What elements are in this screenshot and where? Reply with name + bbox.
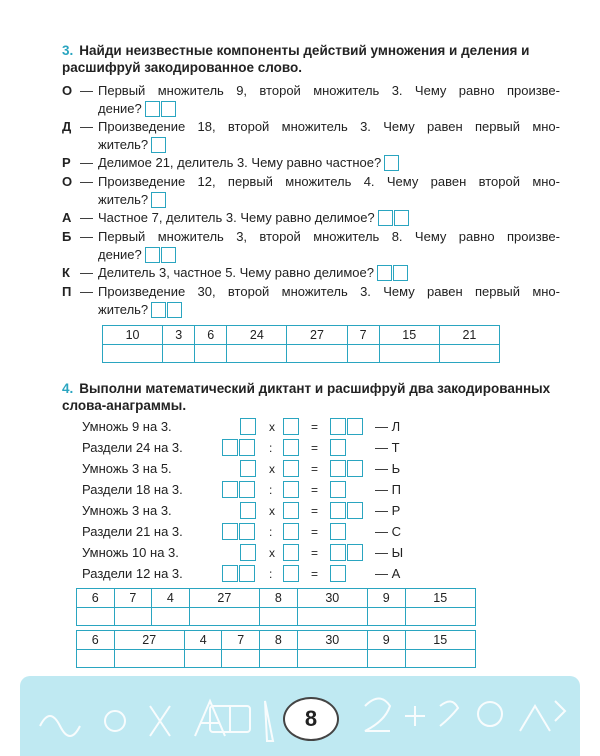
answer-box[interactable] <box>151 137 166 153</box>
task3-code-answer-cell[interactable] <box>195 345 227 363</box>
answer-box[interactable] <box>384 155 399 171</box>
task3-code-answer-cell[interactable] <box>227 345 287 363</box>
task4-code1-answer-cell[interactable] <box>189 608 259 626</box>
task4-code1-answer-cell[interactable] <box>367 608 405 626</box>
task3-code-number-cell: 7 <box>347 326 379 345</box>
answer-box[interactable] <box>347 502 363 519</box>
answer-box[interactable] <box>239 565 255 582</box>
task3-item-text: Делимое 21, делитель 3. Чему равно частное? <box>98 155 382 170</box>
answer-box[interactable] <box>330 565 346 582</box>
answer-box[interactable] <box>222 523 238 540</box>
task3-item-letter: Д <box>62 119 72 134</box>
task3-item-dash: — <box>80 265 93 280</box>
task3-code-answer-cell[interactable] <box>163 345 195 363</box>
task3-item-letter: К <box>62 265 70 280</box>
answer-box[interactable] <box>378 210 393 226</box>
task3-number: 3. <box>62 43 74 58</box>
dictation-row <box>82 439 412 457</box>
task3-code-answer-cell[interactable] <box>379 345 439 363</box>
answer-box[interactable] <box>283 502 299 519</box>
task4-number: 4. <box>62 381 74 396</box>
task4-code1-number-cell: 27 <box>189 589 259 608</box>
divide-sign: : <box>269 567 273 581</box>
task3-code-answer-cell[interactable] <box>347 345 379 363</box>
divide-sign: : <box>269 483 273 497</box>
task3-title: 3. Найди неизвестные компоненты действий умножения и деления и расшифруй закодированное слово. <box>62 43 530 75</box>
multiply-sign: x <box>269 462 275 476</box>
task4-code1-answer-cell[interactable] <box>114 608 152 626</box>
answer-box[interactable] <box>151 302 166 318</box>
answer-box[interactable] <box>283 523 299 540</box>
task4-code1-number-cell: 9 <box>367 589 405 608</box>
equals-sign: = <box>311 567 319 581</box>
task4-code2-answer-cell[interactable] <box>260 650 298 668</box>
answer-box[interactable] <box>145 101 160 117</box>
task4-code1-answer-cell[interactable] <box>152 608 190 626</box>
answer-box[interactable] <box>347 460 363 477</box>
answer-box[interactable] <box>330 460 346 477</box>
task3-item-dash: — <box>80 210 93 225</box>
dictation-letter: — Ы <box>375 545 404 560</box>
answer-box[interactable] <box>283 439 299 456</box>
answer-box[interactable] <box>161 101 176 117</box>
equals-sign: = <box>311 504 319 518</box>
divide-sign: : <box>269 441 273 455</box>
multiply-sign: x <box>269 504 275 518</box>
task3-code-answer-cell[interactable] <box>439 345 499 363</box>
task4-code2-number-cell: 9 <box>367 631 405 650</box>
task3-item-text: Произведение 30, второй множитель 3. Чему равен первый мно- <box>98 284 560 299</box>
task4-code2-answer-cell[interactable] <box>222 650 260 668</box>
answer-box[interactable] <box>222 565 238 582</box>
equals-sign: = <box>311 441 319 455</box>
answer-box[interactable] <box>167 302 182 318</box>
answer-box[interactable] <box>283 481 299 498</box>
answer-box[interactable] <box>240 460 256 477</box>
task4-code2-answer-cell[interactable] <box>184 650 222 668</box>
task4-code2-number-cell: 8 <box>260 631 298 650</box>
task3-item-text: Произведение 18, второй множитель 3. Чему равен первый мно- <box>98 119 560 134</box>
answer-box[interactable] <box>222 481 238 498</box>
multiply-sign: x <box>269 420 275 434</box>
dictation-text: Раздели 21 на 3. <box>82 524 183 539</box>
dictation-letter: — А <box>375 566 401 581</box>
answer-box[interactable] <box>330 481 346 498</box>
task4-code2-answer-cell[interactable] <box>367 650 405 668</box>
answer-box[interactable] <box>240 544 256 561</box>
task3-code-number-cell: 27 <box>287 326 347 345</box>
answer-box[interactable] <box>283 544 299 561</box>
equals-sign: = <box>311 546 319 560</box>
answer-box[interactable] <box>283 565 299 582</box>
task3-item-text: Делитель 3, частное 5. Чему равно делимое? <box>98 265 374 280</box>
answer-box[interactable] <box>394 210 409 226</box>
dictation-text: Раздели 18 на 3. <box>82 482 183 497</box>
dictation-letter: — С <box>375 524 401 539</box>
task4-code1-number-cell: 15 <box>405 589 475 608</box>
task3-item-text-cont: дение? <box>98 247 142 262</box>
dictation-text: Раздели 12 на 3. <box>82 566 183 581</box>
answer-box[interactable] <box>283 460 299 477</box>
task4-code2-answer-cell[interactable] <box>114 650 184 668</box>
answer-box[interactable] <box>239 523 255 540</box>
task4-code1-answer-cell[interactable] <box>405 608 475 626</box>
task3-code-number-cell: 10 <box>103 326 163 345</box>
task4-code2-number-cell: 30 <box>297 631 367 650</box>
task3-code-number-cell: 24 <box>227 326 287 345</box>
task3-item-text-cont: житель? <box>98 302 149 317</box>
task3-item-letter: О <box>62 83 73 98</box>
task3-code-number-cell: 6 <box>195 326 227 345</box>
answer-box[interactable] <box>330 544 346 561</box>
dictation-letter: — Р <box>375 503 401 518</box>
task3-item-dash: — <box>80 119 93 134</box>
task4-code1-number-cell: 7 <box>114 589 152 608</box>
page-number: 8 <box>283 697 339 741</box>
task3-code-answer-cell[interactable] <box>103 345 163 363</box>
task3-item-dash: — <box>80 155 93 170</box>
task3-code-number-cell: 3 <box>163 326 195 345</box>
equals-sign: = <box>311 462 319 476</box>
task4-code1-number-cell: 8 <box>260 589 298 608</box>
answer-box[interactable] <box>330 418 346 435</box>
dictation-text: Раздели 24 на 3. <box>82 440 183 455</box>
answer-box[interactable] <box>330 502 346 519</box>
dictation-letter: — П <box>375 482 401 497</box>
dictation-row <box>82 565 412 583</box>
answer-box[interactable] <box>347 544 363 561</box>
task3-item-text: Первый множитель 9, второй множитель 3. Чему равно произве- <box>98 83 560 98</box>
dictation-text: Умножь 9 на 3. <box>82 419 172 434</box>
task4-code2-number-cell: 27 <box>114 631 184 650</box>
task4-code2-answer-cell[interactable] <box>405 650 475 668</box>
answer-box[interactable] <box>347 418 363 435</box>
task4-code1-answer-cell[interactable] <box>297 608 367 626</box>
answer-box[interactable] <box>330 439 346 456</box>
task3-item-dash: — <box>80 229 93 244</box>
task4-code2-number-cell: 7 <box>222 631 260 650</box>
dictation-letter: — Т <box>375 440 400 455</box>
task4-code-table-2 <box>76 630 476 668</box>
answer-box[interactable] <box>145 247 160 263</box>
answer-box[interactable] <box>222 439 238 456</box>
answer-box[interactable] <box>377 265 392 281</box>
answer-box[interactable] <box>239 439 255 456</box>
task4-code2-number-cell: 6 <box>77 631 115 650</box>
dictation-letter: — Л <box>375 419 401 434</box>
task3-item-text: Частное 7, делитель 3. Чему равно делимое? <box>98 210 375 225</box>
equals-sign: = <box>311 420 319 434</box>
task3-item-text: Первый множитель 3, второй множитель 8. Чему равно произве- <box>98 229 560 244</box>
answer-box[interactable] <box>330 523 346 540</box>
dictation-text: Умножь 3 на 5. <box>82 461 172 476</box>
task3-item-dash: — <box>80 284 93 299</box>
multiply-sign: x <box>269 546 275 560</box>
dictation-row <box>82 544 412 562</box>
answer-box[interactable] <box>240 418 256 435</box>
task3-item-letter: Р <box>62 155 71 170</box>
task3-item-letter: О <box>62 174 73 189</box>
task3-code-answer-cell[interactable] <box>287 345 347 363</box>
divide-sign: : <box>269 525 273 539</box>
answer-box[interactable] <box>161 247 176 263</box>
dictation-row <box>82 460 412 478</box>
task3-item-text-cont: житель? <box>98 137 149 152</box>
task4-code2-answer-cell[interactable] <box>297 650 367 668</box>
task3-item-letter: А <box>62 210 72 225</box>
task3-item-text: Произведение 12, первый множитель 4. Чему равен второй мно- <box>98 174 560 189</box>
answer-box[interactable] <box>283 418 299 435</box>
equals-sign: = <box>311 483 319 497</box>
task4-code1-answer-cell[interactable] <box>260 608 298 626</box>
task3-item-letter: Б <box>62 229 72 244</box>
answer-box[interactable] <box>393 265 408 281</box>
task4-code1-number-cell: 6 <box>77 589 115 608</box>
task3-item-dash: — <box>80 174 93 189</box>
task3-code-number-cell: 15 <box>379 326 439 345</box>
dictation-text: Умножь 3 на 3. <box>82 503 172 518</box>
dictation-row <box>82 481 412 499</box>
task4-title: 4. Выполни математический диктант и расшифруй два закодированных слова-анаграммы. <box>62 381 551 413</box>
task4-code2-answer-cell[interactable] <box>77 650 115 668</box>
task4-code2-number-cell: 15 <box>405 631 475 650</box>
task4-code2-number-cell: 4 <box>184 631 222 650</box>
task3-code-number-cell: 21 <box>439 326 499 345</box>
equals-sign: = <box>311 525 319 539</box>
dictation-row <box>82 418 412 436</box>
task3-item-text-cont: житель? <box>98 192 149 207</box>
answer-box[interactable] <box>239 481 255 498</box>
answer-box[interactable] <box>151 192 166 208</box>
task3-code-table <box>102 325 500 363</box>
task3-item-letter: П <box>62 284 72 299</box>
dictation-row <box>82 523 412 541</box>
task3-item-text-cont: дение? <box>98 101 142 116</box>
task4-code1-number-cell: 4 <box>152 589 190 608</box>
task4-code1-number-cell: 30 <box>297 589 367 608</box>
dictation-letter: — Ь <box>375 461 401 476</box>
answer-box[interactable] <box>240 502 256 519</box>
task4-code1-answer-cell[interactable] <box>77 608 115 626</box>
task4-code-table-1 <box>76 588 476 626</box>
dictation-row <box>82 502 412 520</box>
task3-item-dash: — <box>80 83 93 98</box>
dictation-text: Умножь 10 на 3. <box>82 545 179 560</box>
